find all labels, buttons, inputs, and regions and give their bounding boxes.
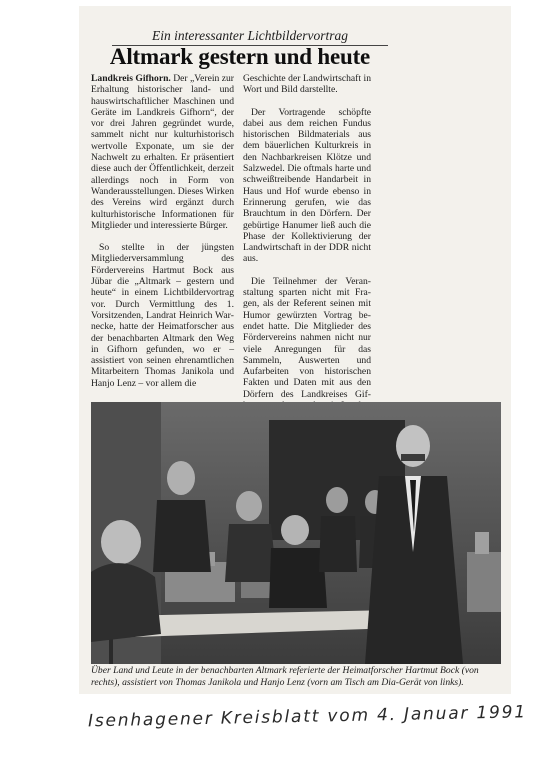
article-kicker: Ein interessanter Lichtbildervortrag	[112, 28, 388, 46]
article-column-left	[91, 73, 234, 389]
photo-scene	[91, 402, 501, 664]
photo-caption: Über Land und Leute in der benachbarten Altmark referierte der Heimatforscher Hartmut Bock (von rechts), assistiert von Thomas Janikola und Hanjo Lenz (vorn am Tisch am Dia-Gerät von links).	[91, 665, 479, 688]
paragraph: Geschichte der Landwirtschaft in Wort und Bild darstellte.	[243, 73, 371, 96]
paragraph: Der Vortragende schöpfte dabei aus dem reichen Fundus historischen Bildmaterials aus dem bäuerlichen Kulturkreis in den Nachbarkreisen Klötze und Salzwedel. Die oftmals harte und schweißtreibende Handarbeit in Haus und Hof wurde ebenso in Erinnerung gerufen, wie das Brauchtum in den Dörfern. Der gebürtige Hanumer ließ auch die Phase der Kollektivierung der Landwirtschaft in der DDR nicht aus.	[243, 106, 371, 265]
paragraph: Die Teilnehmer der Veranstaltung sparten nicht mit Fragen, als der Referent seinen mit Humor gewürzten Vortrag beendet hatte. Die Mitglieder des Fördervereins nahmen nicht nur viele Anregungen für das Sammeln, Auswerten und Aufarbeiten von historischen Fakten und Daten mit aus den Dörfern des Landkreises Gif	[243, 275, 371, 400]
paragraph-text: Der „Verein zur Erhaltung historischer land- und hauswirtschaftlicher Maschinen und Geräte im Landkreis Gifhorn“, der vor drei Jahren gegründet wurde, sammelt nicht nur kulturhistorisch wertvolle Exponate, um sie der Nachwelt zu erhalten. Er präsentiert diese auch der Öffentlichkeit, derzeit allerdings noch in Form von Wanderausstellungen. Dieses Wirken des Vereins wird ergänzt durch kulturhistorische Informationen für Mitglieder und interessierte Bürger.	[91, 73, 234, 231]
article-headline: Altmark gestern und heute	[109, 44, 371, 69]
article-column-right	[243, 73, 371, 445]
handwritten-source-note: Isenhagener Kreisblatt vom 4. Januar 1991	[87, 702, 528, 732]
dateline: Landkreis Gifhorn.	[91, 73, 171, 84]
article-photo	[91, 402, 501, 664]
paragraph	[91, 73, 234, 231]
paragraph: So stellte in der jüngsten Mitgliederversammlung des Fördervereins Hartmut Bock aus Jübar die „Altmark – gestern und heute“ in einem Lichtbildervortrag vor. Durch Vermittlung des 1. Vorsitzenden, Landrat Heinrich Warnecke, hatte der Heimatforscher aus der benachbarten Altmark den Weg in Gifhorn gefunden, wo er – assistiert von seinen ehrenamtlichen Mitarbeitern Thomas Janikola und Hanjo Lenz – vor allem die	[91, 242, 234, 389]
